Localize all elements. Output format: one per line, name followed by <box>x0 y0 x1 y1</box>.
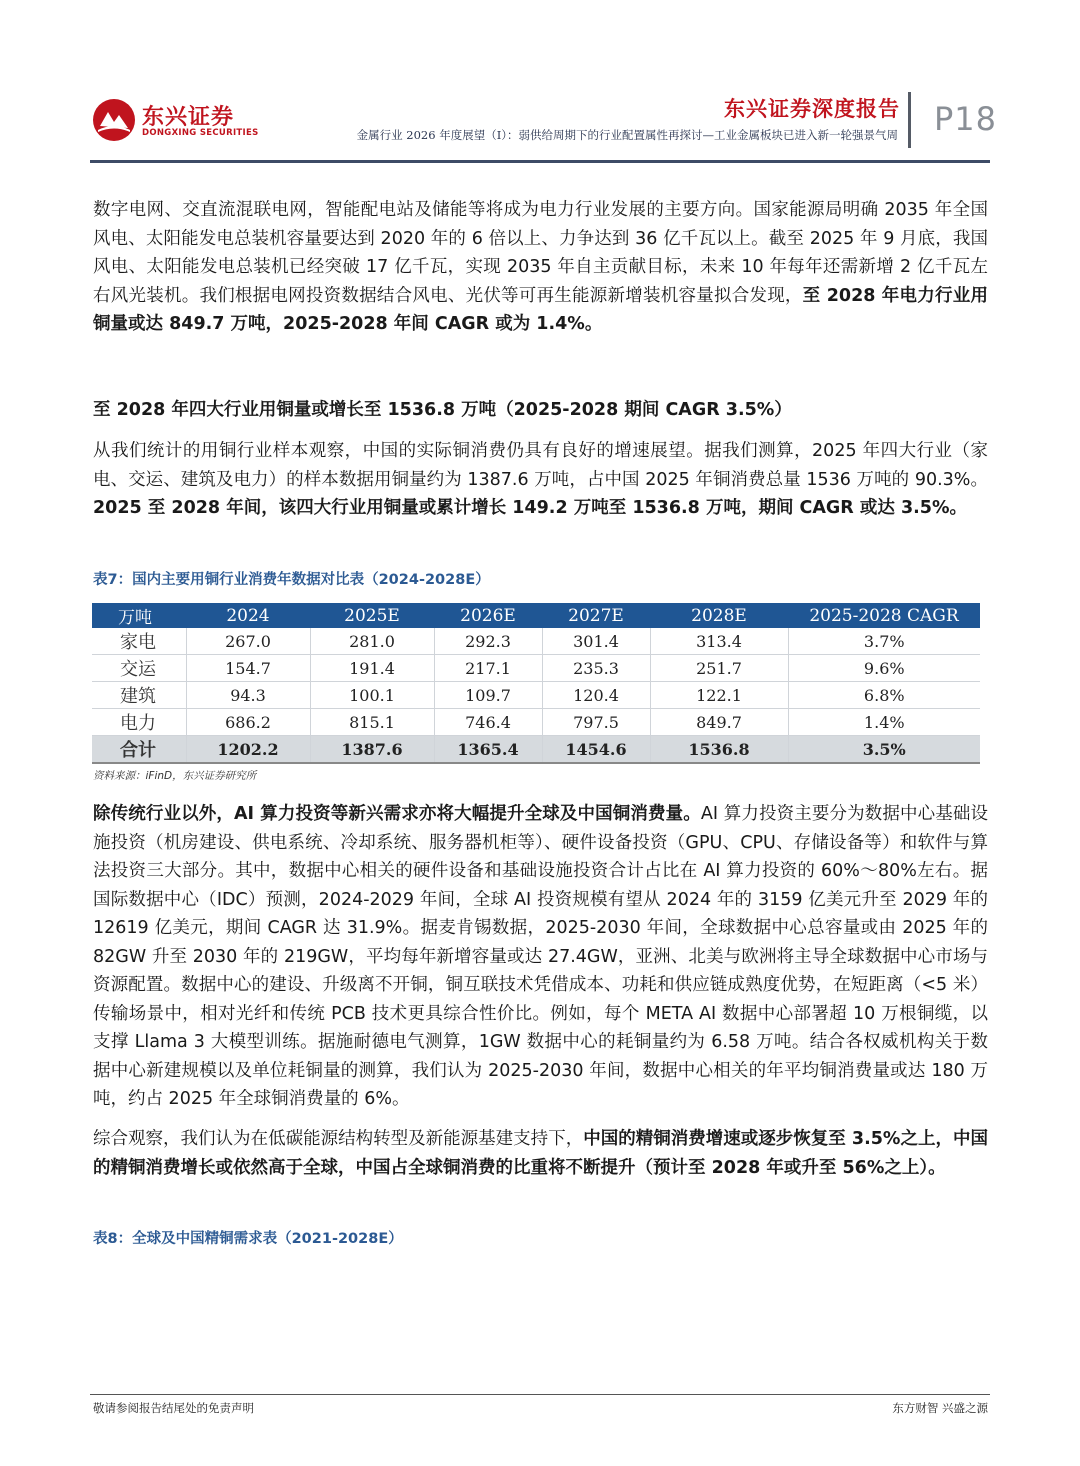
section-heading: 至 2028 年四大行业用铜量或增长至 1536.8 万吨（2025-2028 期间 CAGR 3.5%） <box>93 400 792 420</box>
footer-slogan: 东方财智 兴盛之源 <box>892 1401 988 1415</box>
table-row <box>92 682 980 709</box>
table-cell: 1202.2 <box>186 736 310 764</box>
page-number: P18 <box>934 100 998 138</box>
row-label: 家电 <box>92 628 186 655</box>
report-subtitle: 金属行业 2026 年度展望（I）：弱供给周期下的行业配置属性再探讨—工业金属板块已进入新一轮强景气周 <box>356 128 898 142</box>
table-cell: 217.1 <box>434 655 542 682</box>
footer-disclaimer: 敬请参阅报告结尾处的免责声明 <box>93 1401 254 1415</box>
table7-source: 资料来源：iFinD，东兴证券研究所 <box>93 770 257 782</box>
table-cell: 109.7 <box>434 682 542 709</box>
table-cell: 301.4 <box>542 628 650 655</box>
table-cell: 1.4% <box>788 709 980 736</box>
table-cell: 1365.4 <box>434 736 542 764</box>
column-header: 2025E <box>310 603 434 628</box>
paragraph-highlight: 除传统行业以外，AI 算力投资等新兴需求亦将大幅提升全球及中国铜消费量。 <box>93 804 701 824</box>
column-header: 2024 <box>186 603 310 628</box>
table-cell: 1536.8 <box>650 736 788 764</box>
table-header-row <box>92 603 980 628</box>
footer-rule <box>90 1394 990 1395</box>
column-header: 2026E <box>434 603 542 628</box>
table-cell: 746.4 <box>434 709 542 736</box>
table-cell: 1454.6 <box>542 736 650 764</box>
header-divider <box>908 92 911 148</box>
report-brand-title: 东兴证券深度报告 <box>724 97 900 121</box>
column-header: 2025-2028 CAGR <box>788 603 980 628</box>
table7 <box>92 603 980 764</box>
company-logo <box>92 98 259 146</box>
paragraph-four-industries <box>93 437 988 523</box>
paragraph-text: 综合观察，我们认为在低碳能源结构转型及新能源基建支持下， <box>93 1129 584 1149</box>
row-label: 交运 <box>92 655 186 682</box>
page-header <box>0 0 1080 170</box>
table-cell: 815.1 <box>310 709 434 736</box>
paragraph-ai-demand <box>93 800 988 1114</box>
table7-caption: 表7：国内主要用铜行业消费年数据对比表（2024-2028E） <box>93 572 490 588</box>
paragraph-highlight: 中国的精铜消费增速或逐步恢复至 3.5%之上，中国的精铜消费增长或依然高于全球，中国占全球铜消费的比重将不断提升（预计至 2028 年或升至 56%之上）。 <box>93 1129 988 1178</box>
table-cell: 6.8% <box>788 682 980 709</box>
table-cell: 313.4 <box>650 628 788 655</box>
table-cell: 267.0 <box>186 628 310 655</box>
table-cell: 3.5% <box>788 736 980 764</box>
paragraph-text: 数字电网、交直流混联电网，智能配电站及储能等将成为电力行业发展的主要方向。国家能源局明确 2035 年全国风电、太阳能发电总装机容量要达到 2020 年的 6 倍以上、力争达到 36 亿千瓦以上。截至 2025 年 9 月底，我国风电、太阳能发电总装机已经突破 17 亿千瓦，实现 2035 年自主贡献目标，未来 10 年每年还需新增 2 亿千瓦左右风光装机。我们根据电网投资数据结合风电、光伏等可再生能源新增装机容量拟合发现， <box>93 200 988 306</box>
column-header: 万吨 <box>92 603 186 628</box>
table-cell: 1387.6 <box>310 736 434 764</box>
table-cell: 797.5 <box>542 709 650 736</box>
table-cell: 100.1 <box>310 682 434 709</box>
table-cell: 122.1 <box>650 682 788 709</box>
column-header: 2028E <box>650 603 788 628</box>
table-row <box>92 655 980 682</box>
table-total-row <box>92 736 980 764</box>
paragraph-conclusion <box>93 1125 988 1182</box>
row-label: 电力 <box>92 709 186 736</box>
header-rule <box>90 160 990 163</box>
row-label: 合计 <box>92 736 186 764</box>
paragraph-power-copy <box>93 196 988 339</box>
company-logo-icon <box>92 98 136 142</box>
table-cell: 292.3 <box>434 628 542 655</box>
logo-chinese-name: 东兴证券 <box>142 105 235 130</box>
table-cell: 191.4 <box>310 655 434 682</box>
row-label: 建筑 <box>92 682 186 709</box>
table-cell: 281.0 <box>310 628 434 655</box>
table-row <box>92 628 980 655</box>
table-cell: 235.3 <box>542 655 650 682</box>
logo-english-name: DONGXING SECURITIES <box>142 128 259 138</box>
paragraph-highlight: 至 2028 年电力行业用铜量或达 849.7 万吨，2025-2028 年间 CAGR 或为 1.4%。 <box>93 285 988 334</box>
paragraph-text: AI 算力投资主要分为数据中心基础设施投资（机房建设、供电系统、冷却系统、服务器机柜等）、硬件设备投资（GPU、CPU、存储设备等）和软件与算法投资三大部分。其中，数据中心相关的硬件设备和基础设施投资合计占比在 AI 算力投资的 60%～80%左右。据国际数据中心（IDC）预测，2024-2029 年间，全球 AI 投资规模有望从 2024 年的 3159 亿美元升至 2029 年的 12619 亿美元，期间 CAGR 达 31.9%。据麦肯锡数据，2025-2030 年间，全球数据中心总容量或由 2025 年的 82GW 升至 2030 年的 219GW，平均每年新增容量或达 27.4GW，亚洲、北美与欧洲将主导全球数据中心市场与资源配置。数据中心的建设、升级离不开铜，铜互联技术凭借成本、功耗和供应链成熟度优势，在短距离（<5 米）传输场景中，相对光纤和传统 PCB 技术更具综合性价比。例如，每个 META AI 数据中心部署超 10 万根铜缆，以支撑 Llama 3 大模型训练。据施耐德电气测算，1GW 数据中心的耗铜量约为 6.58 万吨。结合各权威机构关于数据中心新建规模以及单位耗铜量的测算，我们认为 2025-2030 年间，数据中心相关的年平均铜消费量或达 180 万吨，约占 2025 年全球铜消费量的 6%。 <box>93 804 988 1109</box>
table8-caption: 表8：全球及中国精铜需求表（2021-2028E） <box>93 1231 403 1247</box>
table-row <box>92 709 980 736</box>
table-cell: 849.7 <box>650 709 788 736</box>
table-cell: 94.3 <box>186 682 310 709</box>
table-cell: 251.7 <box>650 655 788 682</box>
paragraph-text: 从我们统计的用铜行业样本观察，中国的实际铜消费仍具有良好的增速展望。据我们测算，2025 年四大行业（家电、交运、建筑及电力）的样本数据用铜量约为 1387.6 万吨，占中国 2025 年铜消费总量 1536 万吨的 90.3%。 <box>93 441 988 490</box>
copy-consumption-table <box>92 603 980 764</box>
table-cell: 686.2 <box>186 709 310 736</box>
table-cell: 120.4 <box>542 682 650 709</box>
paragraph-highlight: 2025 至 2028 年间，该四大行业用铜量或累计增长 149.2 万吨至 1536.8 万吨，期间 CAGR 或达 3.5%。 <box>93 498 967 518</box>
table-cell: 154.7 <box>186 655 310 682</box>
table-cell: 9.6% <box>788 655 980 682</box>
column-header: 2027E <box>542 603 650 628</box>
table-cell: 3.7% <box>788 628 980 655</box>
